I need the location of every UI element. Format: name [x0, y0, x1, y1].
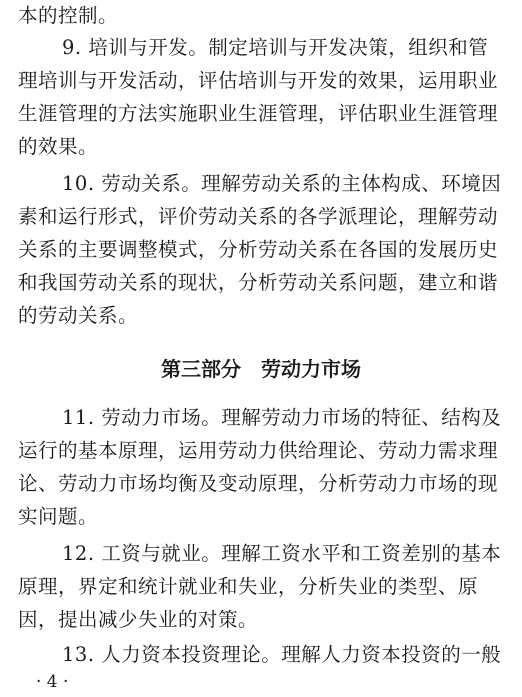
text-line: 因，提出减少失业的对策。: [18, 608, 259, 631]
text-line: 9. 培训与开发。制定培训与开发决策，组织和管: [62, 36, 489, 59]
text-line: 原理，界定和统计就业和失业，分析失业的类型、原: [18, 575, 479, 598]
text-line: 12. 工资与就业。理解工资水平和工资差别的基本: [62, 542, 502, 565]
text-line: 生涯管理的方法实施职业生涯管理，评估职业生涯管理: [18, 102, 499, 125]
text-line: 实问题。: [18, 505, 99, 528]
page-number: · 4 ·: [36, 672, 69, 692]
text-line: 10. 劳动关系。理解劳动关系的主体构成、环境因: [62, 172, 502, 195]
text-line: 运行的基本原理，运用劳动力供给理论、劳动力需求理: [18, 439, 499, 462]
text-line: 素和运行形式，评价劳动关系的各学派理论，理解劳动: [18, 205, 499, 228]
text-line: 理培训与开发活动，评估培训与开发的效果，运用职业: [18, 69, 499, 92]
text-line: 论、劳动力市场均衡及变动原理，分析劳动力市场的现: [18, 472, 499, 495]
text-line: 本的控制。: [18, 4, 119, 27]
text-line: 关系的主要调整模式，分析劳动关系在各国的发展历史: [18, 238, 499, 261]
text-line: 13. 人力资本投资理论。理解人力资本投资的一般: [62, 643, 502, 666]
text-line: 和我国劳动关系的现状，分析劳动关系问题，建立和谐: [18, 271, 499, 294]
section-heading: 第三部分 劳动力市场: [161, 357, 361, 381]
text-line: 的劳动关系。: [18, 304, 139, 327]
text-line: 11. 劳动力市场。理解劳动力市场的特征、结构及: [62, 406, 502, 429]
text-line: 的效果。: [18, 135, 99, 158]
